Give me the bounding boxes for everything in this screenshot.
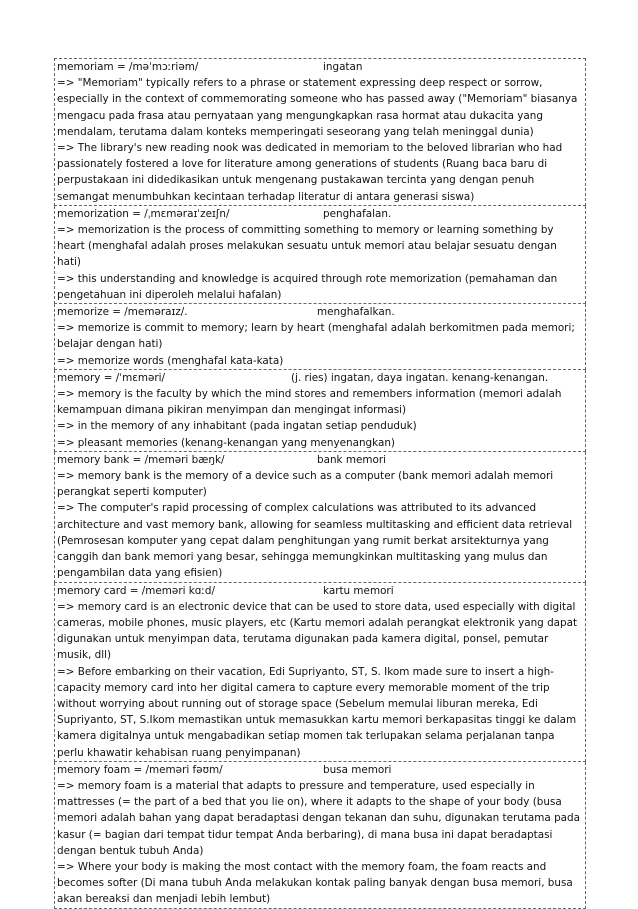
entry-header <box>57 370 584 386</box>
example-line: => The library's new reading nook was dedicated in memoriam to the beloved librarian who had passionately fostered a love for literature among generations of students (Ruang baca baru di perpustakaan ini didedikasikan untuk mengenang pustakawan tercinta yang dengan penuh semangat menumbuhkan kecintaan terhadap literatur di antara generasi siswa) <box>57 142 563 203</box>
translation: ingatan <box>323 61 363 73</box>
example-line: => this understanding and knowledge is acquired through rote memorization (pemahaman dan pengetahuan ini diperoleh melalui hafalan) <box>57 272 558 301</box>
headword-pronunciation: memory bank = /meməri bæŋk/ <box>57 453 225 466</box>
dictionary-entry <box>54 206 586 304</box>
dictionary-entry <box>54 370 586 452</box>
entry-header <box>57 762 584 778</box>
translation: menghafalkan. <box>317 306 395 319</box>
example-line: => pleasant memories (kenang-kenangan yang menyenangkan) <box>57 436 395 449</box>
translation: busa memori <box>323 763 392 776</box>
entry-header <box>57 452 584 468</box>
entry-header <box>57 304 584 320</box>
headword-pronunciation: memory = /ˈmɛməri/ <box>57 371 165 384</box>
entry-header <box>57 206 584 222</box>
dictionary-entry <box>54 452 586 583</box>
example-line: => memorize words (menghafal kata-kata) <box>57 354 284 367</box>
headword-pronunciation: memorize = /meməraɪz/. <box>57 306 188 319</box>
example-line: => The computer's rapid processing of complex calculations was attributed to its advanced architecture and vast memory bank, allowing for seamless multitasking and efficient data retrieval (Pemrosesan komputer yang cepat dalam penghitungan yang rumit berkat arsitekturnya yang canggih dan bank memori yang besar, sehingga memungkinkan multitasking yang mulus dan pengambilan data yang efisien) <box>57 502 573 580</box>
example-line: => memory is the faculty by which the mind stores and remembers information (memori adalah kemampuan dimana pikiran menyimpan dan mengingat informasi) <box>57 388 562 417</box>
example-line: => memorize is commit to memory; learn by heart (menghafal adalah berkomitmen pada memori; belajar dengan hati) <box>57 322 575 351</box>
entry-header <box>57 59 584 75</box>
example-line: => in the memory of any inhabitant (pada ingatan setiap penduduk) <box>57 420 417 433</box>
headword-pronunciation: memorization = /ˌmɛməraɪˈzeɪʃn/ <box>57 207 230 220</box>
headword-pronunciation: memory foam = /meməri fəʊm/ <box>57 763 223 776</box>
translation: penghafalan. <box>323 207 392 220</box>
example-line: => memory card is an electronic device that can be used to store data, used especially with digital cameras, mobile phones, music players, etc (Kartu memori adalah perangkat elektronik yang dapat digunakan untuk menyimpan data, terutama digunakan pada kamera digital, ponsel, pemutar musik, dll) <box>57 600 578 662</box>
example-line: => "Memoriam" typically refers to a phrase or statement expressing deep respect or sorrow, especially in the context of commemorating someone who has passed away ("Memoriam" biasanya mengacu pada frasa atau pernyataan yang mengungkapkan rasa hormat atau dukacita yang mendalam, terutama dalam konteks memperingati seseorang yang telah meninggal dunia) <box>57 77 578 138</box>
dictionary-entry <box>54 583 586 762</box>
translation: bank memori <box>317 453 387 466</box>
headword-pronunciation: memoriam = /məˈmɔːriəm/ <box>57 61 199 73</box>
dictionary-entry <box>54 304 586 370</box>
dictionary-entry <box>54 58 586 206</box>
translation: (j. ries) ingatan, daya ingatan. kenang-kenangan. <box>291 371 549 384</box>
example-line: => memory bank is the memory of a device such as a computer (bank memori adalah memori perangkat seperti komputer) <box>57 470 554 499</box>
headword-pronunciation: memory card = /meməri kɑːd/ <box>57 584 215 597</box>
example-line: => memorization is the process of committing something to memory or learning something by heart (menghafal adalah proses melakukan sesuatu untuk memori atau belajar sesuatu dengan hati) <box>57 224 557 269</box>
example-line: => memory foam is a material that adapts to pressure and temperature, used especially in mattresses (= the part of a bed that you lie on), where it adapts to the shape of your body (busa memori adalah bahan yang dapat beradaptasi dengan tekanan dan suhu, digunakan terutama pada kasur (= bagian dari tempat tidur tempat Anda berbaring), di mana busa ini dapat beradaptasi dengan bentuk tubuh Anda) <box>57 779 581 857</box>
example-line: => Before embarking on their vacation, Edi Supriyanto, ST, S. Ikom made sure to insert a high-capacity memory card into her digital camera to capture every memorable moment of the trip without worrying about running out of storage space (Sebelum memulai liburan mereka, Edi Supriyanto, ST, S.Ikom memastikan untuk memasukkan kartu memori berkapasitas tinggi ke dalam kamera digitalnya untuk mengabadikan setiap momen tak terlupakan selama perjalanan tanpa perlu khawatir kehabisan ruang penyimpanan) <box>57 665 577 759</box>
translation: kartu memori <box>323 584 394 597</box>
dictionary-entry <box>54 762 586 909</box>
dictionary-sheet <box>54 58 586 909</box>
example-line: => Where your body is making the most contact with the memory foam, the foam reacts and becomes softer (Di mana tubuh Anda melakukan kontak paling banyak dengan busa memori, busa akan bereaksi dan menjadi lebih lembut) <box>57 860 573 906</box>
entry-header <box>57 583 584 599</box>
